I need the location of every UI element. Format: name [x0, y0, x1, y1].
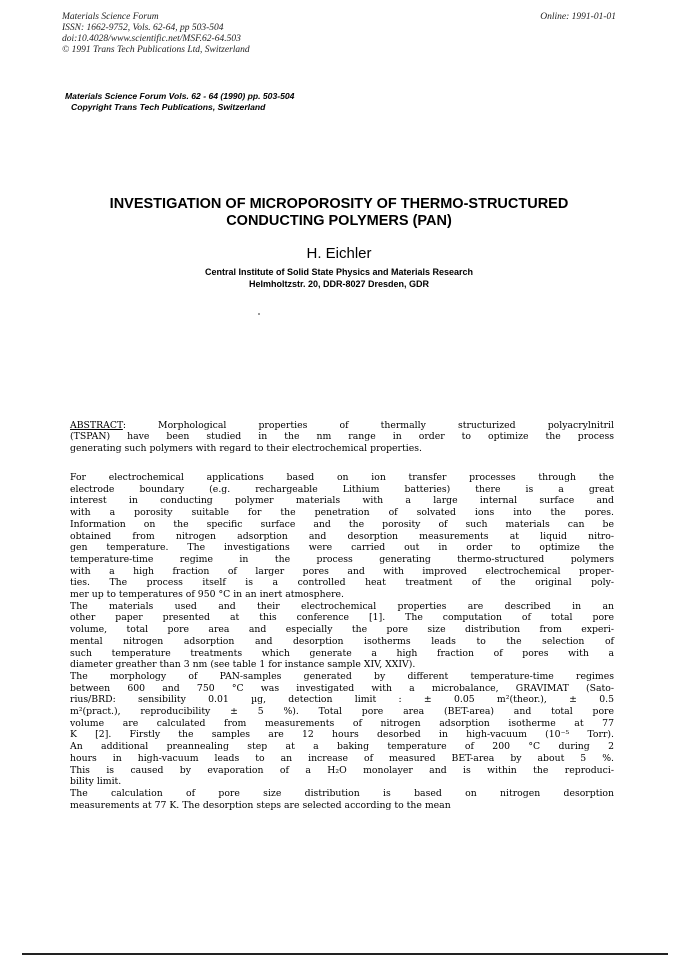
body-line: The materials used and their electrochemical properties are described in an — [70, 600, 614, 612]
copyright-line: © 1991 Trans Tech Publications Ltd, Switzerland — [62, 45, 250, 55]
body-line: ties. The process itself is a controlled heat treatment of the original poly- — [70, 577, 614, 589]
body-line: mental nitrogen adsorption and desorption isotherms leads to the selection of — [70, 635, 614, 647]
body-line: other paper presented at this conference [1]. The computation of total pore — [70, 612, 614, 624]
body-line: hours in high-vacuum leads to an increase of measured BET-area by about 5 %. — [70, 752, 614, 764]
title-line-2: CONDUCTING POLYMERS (PAN) — [226, 213, 452, 229]
abstract-line: generating such polymers with regard to their electrochemical properties. — [70, 442, 422, 454]
body-line: measurements at 77 K. The desorption steps are selected according to the mean — [70, 799, 451, 811]
issn-line: ISSN: 1662-9752, Vols. 62-64, pp 503-504 — [62, 23, 224, 33]
affiliation-line-2: Helmholtzstr. 20, DDR-8027 Dresden, GDR — [248, 279, 430, 289]
journal-name: Materials Science Forum — [62, 12, 159, 22]
abstract-line — [70, 420, 614, 431]
body-line: mer up to temperatures of 950 °C in an inert atmosphere. — [70, 589, 345, 601]
author-name: H. Eichler — [306, 245, 372, 262]
body-line: volume, total pore area and especially the pore size distribution from experi- — [70, 624, 614, 636]
paper-title — [0, 196, 678, 230]
body-line: temperature-time regime in the process generating thermo-structured polymers — [70, 553, 614, 565]
online-date: Online: 1991-01-01 — [540, 12, 616, 22]
journal-header — [62, 12, 250, 56]
affiliation — [0, 266, 678, 290]
body-line: The morphology of PAN-samples generated by different temperature-time regimes — [70, 670, 614, 682]
abstract-line: (TSPAN) have been studied in the nm range in order to optimize the process — [70, 431, 614, 443]
body-line: This is caused by evaporation of a H₂O monolayer and is within the reproduci- — [70, 764, 614, 776]
body-line: with a porosity suitable for the penetration of solvated ions into the pores. — [70, 507, 614, 519]
body-line: For electrochemical applications based on ion transfer processes through the — [70, 472, 614, 483]
body-line: with a high fraction of larger pores and with improved electrochemical proper- — [70, 565, 614, 577]
body-line: volume are calculated from measurements of nitrogen adsorption isotherme at 77 — [70, 717, 614, 729]
body-line: between 600 and 750 °C was investigated with a microbalance, GRAVIMAT (Sato- — [70, 682, 614, 694]
body-line: K [2]. Firstly the samples are 12 hours desorbed in high-vacuum (10⁻⁵ Torr). — [70, 729, 614, 741]
body-text — [70, 472, 614, 811]
body-line: rius/BRD: sensibility 0.01 µg, detection limit : ± 0.05 m²(theor.), ± 0.5 — [70, 694, 614, 706]
body-line: such temperature treatments which generate a high fraction of pores with a — [70, 647, 614, 659]
citation-block — [65, 91, 294, 113]
doi-line: doi:10.4028/www.scientific.net/MSF.62-64.503 — [62, 34, 241, 44]
scan-speck — [258, 313, 260, 315]
abstract — [70, 420, 614, 454]
body-line: electrode boundary (e.g. rechargeable Lithium batteries) there is a great — [70, 483, 614, 495]
body-line: interest in conducting polymer materials with a large internal surface and — [70, 495, 614, 507]
body-line: Information on the specific surface and the porosity of such materials can be — [70, 518, 614, 530]
abstract-label: ABSTRACT — [70, 420, 123, 431]
citation-line: Materials Science Forum Vols. 62 - 64 (1990) pp. 503-504 — [65, 91, 295, 101]
body-line: obtained from nitrogen adsorption and desorption measurements at liquid nitro- — [70, 530, 614, 542]
body-line: diameter greather than 3 nm (see table 1 for instance sample XIV, XXIV). — [70, 659, 416, 671]
affiliation-line-1: Central Institute of Solid State Physics and Materials Research — [204, 267, 474, 277]
body-line: bility limit. — [70, 776, 122, 788]
page-bottom-rule — [22, 953, 668, 955]
body-line: An additional preannealing step at a baking temperature of 200 °C during 2 — [70, 741, 614, 753]
copyright-notice: Copyright Trans Tech Publications, Switzerland — [71, 102, 266, 112]
body-line: The calculation of pore size distribution is based on nitrogen desorption — [70, 787, 614, 799]
abstract-line-text: : Morphological properties of thermally structurized polyacrylnitril — [122, 420, 614, 431]
body-line: gen temperature. The investigations were carried out in order to optimize the — [70, 542, 614, 554]
body-line: m²(pract.), reproducibility ± 5 %). Total pore area (BET-area) and total pore — [70, 706, 614, 718]
title-line-1: INVESTIGATION OF MICROPOROSITY OF THERMO-STRUCTURED — [109, 196, 569, 212]
